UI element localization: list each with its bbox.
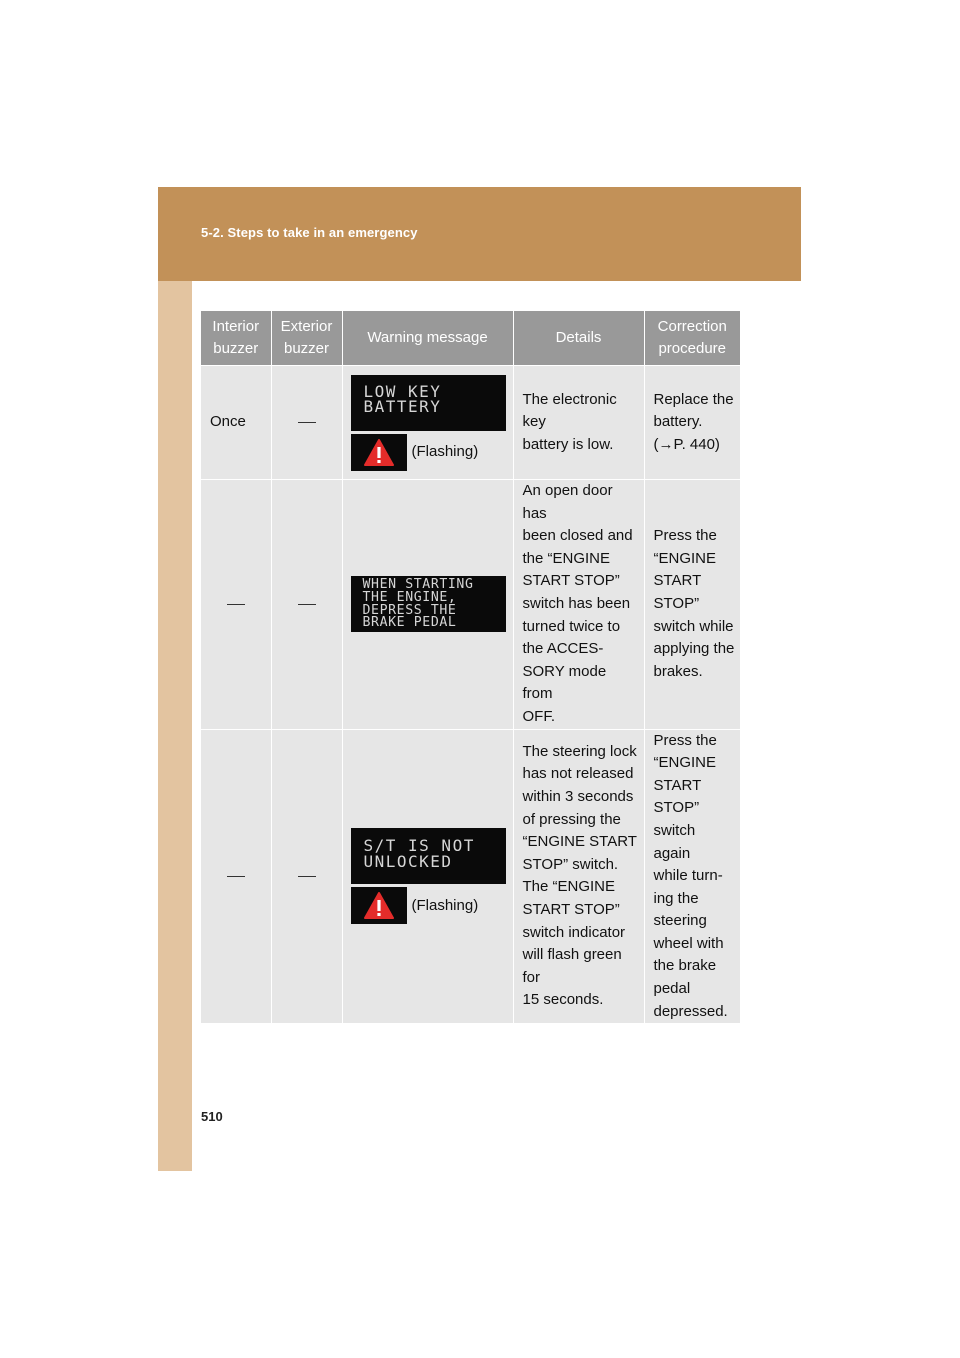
details-cell: [513, 480, 644, 730]
details-line: STOP” switch.: [522, 855, 619, 873]
section-header-band: [158, 187, 801, 281]
header-interior-buzzer: [201, 311, 271, 366]
warning-triangle-icon: [351, 887, 407, 924]
correction-line: brakes.: [653, 662, 703, 680]
table-row: [201, 366, 740, 480]
side-margin-strip: [158, 281, 192, 1171]
page-reference-link[interactable]: (→P. 440): [653, 435, 720, 453]
flashing-indicator: [351, 887, 506, 924]
correction-line: switch again: [653, 821, 696, 862]
flashing-indicator: [351, 434, 506, 471]
lcd-line: S/T IS NOT: [363, 836, 475, 856]
lcd-line: THE ENGINE,: [362, 589, 457, 605]
details-line: within 3 seconds: [522, 788, 634, 806]
correction-line: ing the: [653, 889, 699, 907]
table-row: [201, 480, 740, 730]
details-line: will flash green for: [522, 946, 622, 986]
correction-line: while turn-: [653, 867, 723, 885]
header-correction-procedure: [644, 311, 740, 366]
correction-line: STOP”: [653, 594, 700, 612]
details-line: The “ENGINE: [522, 878, 616, 896]
warning-message-table: [201, 311, 740, 1023]
header-exterior-line-1: Exterior: [280, 318, 333, 335]
exterior-buzzer-cell: [271, 729, 342, 1023]
lcd-line: BATTERY: [363, 396, 442, 416]
lcd-display: [351, 828, 506, 884]
correction-cell: [644, 729, 740, 1023]
lcd-line: BRAKE PEDAL: [362, 615, 457, 631]
lcd-line: DEPRESS THE: [362, 602, 457, 618]
exterior-buzzer-cell: [271, 366, 342, 480]
lcd-display: [351, 576, 506, 632]
details-line: switch indicator: [522, 923, 626, 941]
page-number: 510: [201, 1109, 223, 1124]
header-details: Details: [513, 311, 644, 366]
section-title: 5-2. Steps to take in an emergency: [201, 225, 418, 240]
header-correction-line-2: procedure: [658, 340, 727, 357]
details-line: SORY mode from: [522, 662, 607, 703]
interior-buzzer-cell: [201, 480, 271, 730]
correction-line: steering: [653, 912, 707, 930]
correction-line: Press the: [653, 731, 717, 749]
header-interior-line-1: Interior: [212, 318, 260, 335]
table-row: [201, 729, 740, 1023]
details-line: been closed and: [522, 527, 633, 545]
lcd-display: [351, 375, 506, 431]
details-cell: [513, 729, 644, 1023]
warning-message-cell: [342, 366, 513, 480]
details-line: The electronic key: [522, 390, 617, 431]
warning-message-cell: [342, 729, 513, 1023]
correction-cell: [644, 480, 740, 730]
details-line: battery is low.: [522, 435, 614, 453]
header-warning-message: Warning message: [342, 311, 513, 366]
lcd-line: WHEN STARTING: [362, 577, 474, 593]
details-line: OFF.: [522, 707, 555, 725]
correction-line: START: [653, 776, 702, 794]
details-line: has not released: [522, 765, 634, 783]
header-interior-line-2: buzzer: [213, 340, 259, 357]
details-line: the ACCES-: [522, 640, 604, 658]
correction-line: START: [653, 572, 702, 590]
details-line: START STOP”: [522, 900, 620, 918]
details-line: “ENGINE START: [522, 833, 637, 851]
lcd-line: LOW KEY: [363, 381, 442, 401]
header-exterior-buzzer: [271, 311, 342, 366]
dash-mark: [298, 876, 316, 877]
dash-mark: [227, 604, 245, 605]
interior-buzzer-cell: Once: [201, 366, 271, 480]
dash-mark: [298, 422, 316, 423]
details-line: An open door has: [522, 482, 613, 522]
details-line: 15 seconds.: [522, 991, 604, 1009]
correction-line: Replace the: [653, 390, 734, 408]
interior-buzzer-cell: [201, 729, 271, 1023]
dash-mark: [298, 604, 316, 605]
details-cell: [513, 366, 644, 480]
flashing-label: (Flashing): [411, 896, 479, 914]
correction-line: depressed.: [653, 1002, 728, 1020]
details-line: turned twice to: [522, 617, 621, 635]
exterior-buzzer-cell: [271, 480, 342, 730]
correction-line: battery.: [653, 413, 703, 431]
details-line: The steering lock: [522, 742, 637, 760]
correction-line: switch while: [653, 617, 734, 635]
dash-mark: [227, 876, 245, 877]
details-line: START STOP”: [522, 572, 620, 590]
warning-triangle-icon: [351, 434, 407, 471]
table-header-row: [201, 311, 740, 366]
details-line: switch has been: [522, 594, 631, 612]
correction-line: applying the: [653, 640, 735, 658]
correction-line: the brake: [653, 957, 717, 975]
lcd-line: UNLOCKED: [363, 852, 453, 872]
correction-cell: [644, 366, 740, 480]
details-line: of pressing the: [522, 810, 621, 828]
warning-message-cell: [342, 480, 513, 730]
correction-line: “ENGINE: [653, 754, 717, 772]
flashing-label: (Flashing): [411, 442, 479, 460]
correction-line: Press the: [653, 527, 717, 545]
correction-line: pedal: [653, 980, 691, 998]
details-line: the “ENGINE: [522, 549, 611, 567]
header-exterior-line-2: buzzer: [283, 340, 330, 357]
correction-line: “ENGINE: [653, 549, 717, 567]
header-correction-line-1: Correction: [657, 318, 727, 335]
correction-line: STOP”: [653, 799, 700, 817]
correction-line: wheel with: [653, 934, 724, 952]
